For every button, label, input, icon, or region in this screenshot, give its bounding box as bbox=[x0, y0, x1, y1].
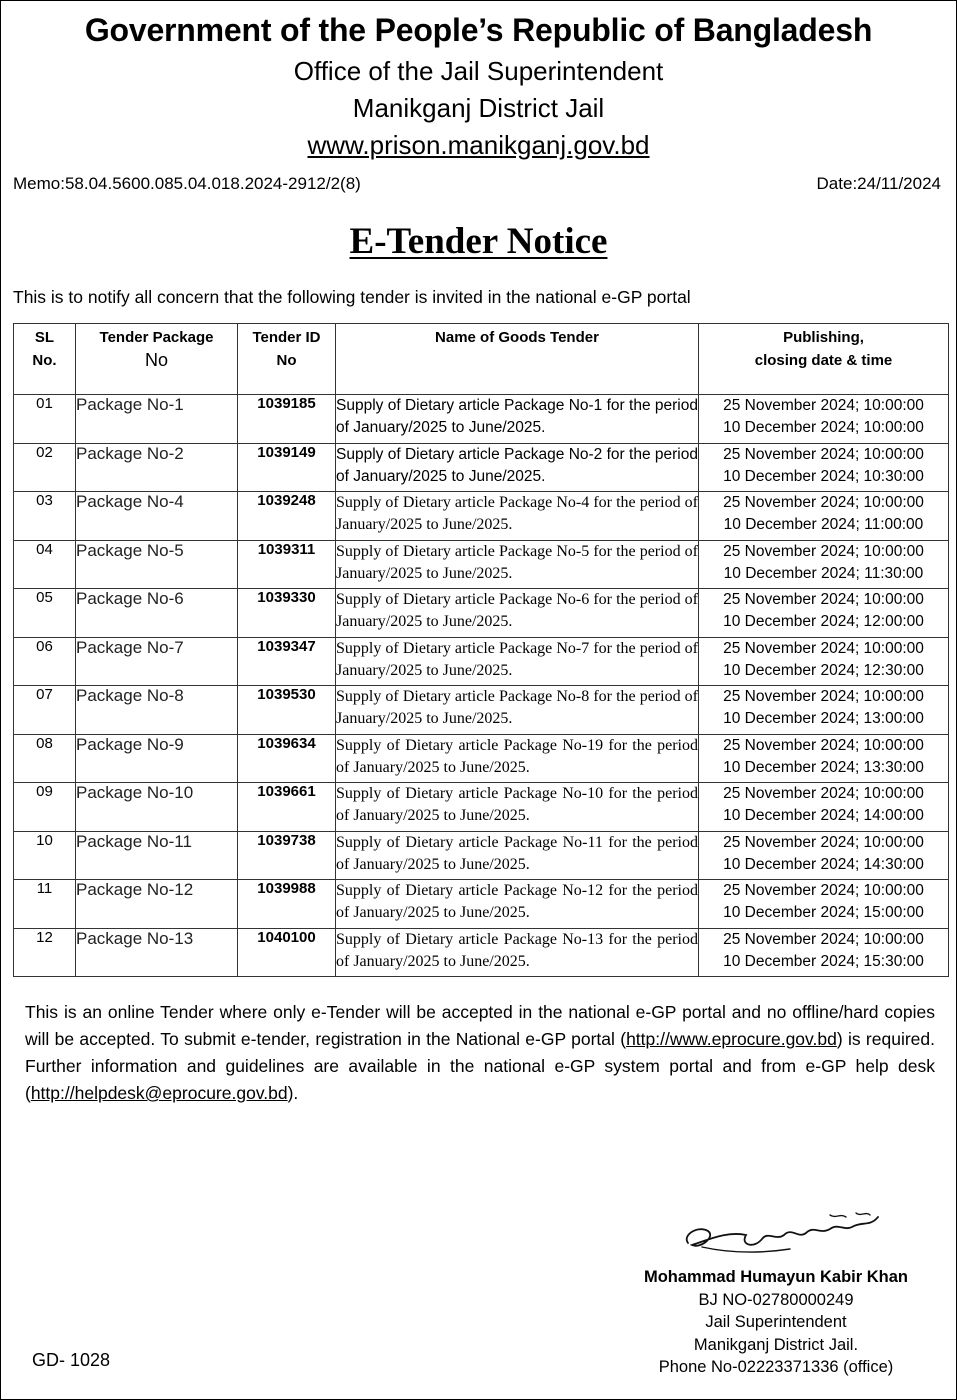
publishing-date: 25 November 2024; 10:00:00 bbox=[723, 446, 924, 463]
tender-id-cell: 1039311 bbox=[238, 541, 336, 589]
tender-id-cell: 1039330 bbox=[238, 589, 336, 638]
dates-cell bbox=[699, 589, 949, 638]
package-cell: Package No-8 bbox=[76, 686, 238, 735]
intro-text: This is to notify all concern that the following tender is invited in the national e-GP portal bbox=[13, 287, 691, 307]
header-dates: Publishing, closing date & time bbox=[699, 324, 949, 395]
goods-cell: Supply of Dietary article Package No-4 for the period of January/2025 to June/2025. bbox=[336, 492, 699, 541]
tender-id-cell: 1039149 bbox=[238, 444, 336, 492]
dates-cell bbox=[699, 880, 949, 929]
tender-table bbox=[13, 323, 949, 977]
notice-title: E-Tender Notice bbox=[349, 221, 608, 262]
publishing-date: 25 November 2024; 10:00:00 bbox=[723, 397, 924, 414]
table-row bbox=[14, 541, 949, 589]
eprocure-link[interactable]: http://www.eprocure.gov.bd bbox=[626, 1029, 837, 1049]
dates-cell bbox=[699, 395, 949, 444]
signatory-bj-number: BJ NO-02780000249 bbox=[698, 1291, 854, 1309]
gd-number: GD- 1028 bbox=[32, 1350, 111, 1370]
goods-cell: Supply of Dietary article Package No-10 for the period of January/2025 to June/2025. bbox=[336, 783, 699, 832]
tender-id-cell: 1039530 bbox=[238, 686, 336, 735]
dates-cell bbox=[699, 929, 949, 977]
package-cell: Package No-7 bbox=[76, 638, 238, 686]
dates-cell bbox=[699, 444, 949, 492]
office-heading: Office of the Jail Superintendent bbox=[293, 56, 664, 86]
tender-id-cell: 1039738 bbox=[238, 832, 336, 880]
dates-cell bbox=[699, 832, 949, 880]
closing-date: 10 December 2024; 12:30:00 bbox=[723, 662, 924, 679]
goods-cell: Supply of Dietary article Package No-13 for the period of January/2025 to June/2025. bbox=[336, 929, 699, 977]
tender-id-cell: 1039634 bbox=[238, 735, 336, 783]
publishing-date: 25 November 2024; 10:00:00 bbox=[723, 882, 924, 899]
header-sl: SL No. bbox=[14, 324, 76, 395]
dates-cell bbox=[699, 492, 949, 541]
dates-cell bbox=[699, 735, 949, 783]
handwritten-signature bbox=[680, 1205, 890, 1265]
tender-id-cell: 1039661 bbox=[238, 783, 336, 832]
dates-cell bbox=[699, 638, 949, 686]
closing-date: 10 December 2024; 15:30:00 bbox=[723, 953, 924, 970]
dates-cell bbox=[699, 541, 949, 589]
package-cell: Package No-13 bbox=[76, 929, 238, 977]
package-cell: Package No-10 bbox=[76, 783, 238, 832]
website-line bbox=[0, 130, 957, 161]
closing-date: 10 December 2024; 11:30:00 bbox=[723, 565, 924, 582]
sl-cell: 05 bbox=[14, 589, 76, 638]
package-cell: Package No-6 bbox=[76, 589, 238, 638]
package-cell: Package No-11 bbox=[76, 832, 238, 880]
closing-date: 10 December 2024; 11:00:00 bbox=[723, 516, 924, 533]
publishing-date: 25 November 2024; 10:00:00 bbox=[723, 591, 924, 608]
package-cell: Package No-5 bbox=[76, 541, 238, 589]
publishing-date: 25 November 2024; 10:00:00 bbox=[723, 737, 924, 754]
sl-cell: 08 bbox=[14, 735, 76, 783]
sl-cell: 07 bbox=[14, 686, 76, 735]
closing-date: 10 December 2024; 13:30:00 bbox=[723, 759, 924, 776]
table-row bbox=[14, 686, 949, 735]
package-cell: Package No-2 bbox=[76, 444, 238, 492]
table-row bbox=[14, 395, 949, 444]
tender-id-cell: 1039988 bbox=[238, 880, 336, 929]
table-row bbox=[14, 783, 949, 832]
publishing-date: 25 November 2024; 10:00:00 bbox=[723, 543, 924, 560]
goods-cell: Supply of Dietary article Package No-6 for the period of January/2025 to June/2025. bbox=[336, 589, 699, 638]
sl-cell: 11 bbox=[14, 880, 76, 929]
table-row bbox=[14, 735, 949, 783]
goods-cell: Supply of Dietary article Package No-12 for the period of January/2025 to June/2025. bbox=[336, 880, 699, 929]
website-link[interactable]: www.prison.manikganj.gov.bd bbox=[307, 130, 650, 160]
package-cell: Package No-9 bbox=[76, 735, 238, 783]
header-goods: Name of Goods Tender bbox=[336, 324, 699, 395]
sl-cell: 02 bbox=[14, 444, 76, 492]
table-row bbox=[14, 929, 949, 977]
sl-cell: 12 bbox=[14, 929, 76, 977]
closing-date: 10 December 2024; 10:00:00 bbox=[723, 419, 924, 436]
package-cell: Package No-12 bbox=[76, 880, 238, 929]
publishing-date: 25 November 2024; 10:00:00 bbox=[723, 834, 924, 851]
signatory-jail: Manikganj District Jail. bbox=[693, 1336, 859, 1354]
table-row bbox=[14, 638, 949, 686]
sl-cell: 04 bbox=[14, 541, 76, 589]
tender-id-cell: 1039248 bbox=[238, 492, 336, 541]
closing-date: 10 December 2024; 15:00:00 bbox=[723, 904, 924, 921]
publishing-date: 25 November 2024; 10:00:00 bbox=[723, 785, 924, 802]
table-row bbox=[14, 444, 949, 492]
table-row bbox=[14, 880, 949, 929]
tender-id-cell: 1039347 bbox=[238, 638, 336, 686]
table-row bbox=[14, 492, 949, 541]
dates-cell bbox=[699, 686, 949, 735]
publishing-date: 25 November 2024; 10:00:00 bbox=[723, 931, 924, 948]
goods-cell: Supply of Dietary article Package No-19 for the period of January/2025 to June/2025. bbox=[336, 735, 699, 783]
publishing-date: 25 November 2024; 10:00:00 bbox=[723, 640, 924, 657]
tender-id-cell: 1039185 bbox=[238, 395, 336, 444]
goods-cell: Supply of Dietary article Package No-11 for the period of January/2025 to June/2025. bbox=[336, 832, 699, 880]
government-heading: Government of the People’s Republic of Bangladesh bbox=[84, 12, 873, 48]
notice-date: Date:24/11/2024 bbox=[816, 174, 941, 193]
closing-date: 10 December 2024; 14:00:00 bbox=[723, 807, 924, 824]
signatory-phone: Phone No-02223371336 (office) bbox=[658, 1358, 894, 1376]
package-cell: Package No-1 bbox=[76, 395, 238, 444]
table-row bbox=[14, 832, 949, 880]
jail-heading: Manikganj District Jail bbox=[352, 93, 605, 123]
publishing-date: 25 November 2024; 10:00:00 bbox=[723, 688, 924, 705]
package-cell: Package No-4 bbox=[76, 492, 238, 541]
closing-date: 10 December 2024; 10:30:00 bbox=[723, 468, 924, 485]
sl-cell: 03 bbox=[14, 492, 76, 541]
table-row bbox=[14, 589, 949, 638]
closing-date: 10 December 2024; 14:30:00 bbox=[723, 856, 924, 873]
header-package: Tender Package No bbox=[76, 324, 238, 395]
footer-paragraph: This is an online Tender where only e-Tender will be accepted in the national e-GP portal and no offline/hard copies will be accepted. To submit e-tender, registration in the National e-GP portal (http://www.eprocure.gov.bd) is required. Further information and guidelines are available in the national e-GP system portal and from e-GP help desk (http://helpdesk@eprocure.gov.bd). bbox=[25, 1002, 935, 1103]
sl-cell: 10 bbox=[14, 832, 76, 880]
closing-date: 10 December 2024; 13:00:00 bbox=[723, 710, 924, 727]
dates-cell bbox=[699, 783, 949, 832]
publishing-date: 25 November 2024; 10:00:00 bbox=[723, 494, 924, 511]
goods-cell: Supply of Dietary article Package No-1 for the period of January/2025 to June/2025. bbox=[336, 395, 699, 444]
signatory-name: Mohammad Humayun Kabir Khan bbox=[643, 1268, 909, 1286]
header-tender-id: Tender ID No bbox=[238, 324, 336, 395]
sl-cell: 09 bbox=[14, 783, 76, 832]
goods-cell: Supply of Dietary article Package No-5 for the period of January/2025 to June/2025. bbox=[336, 541, 699, 589]
goods-cell: Supply of Dietary article Package No-2 for the period of January/2025 to June/2025. bbox=[336, 444, 699, 492]
sl-cell: 06 bbox=[14, 638, 76, 686]
tender-id-cell: 1040100 bbox=[238, 929, 336, 977]
closing-date: 10 December 2024; 12:00:00 bbox=[723, 613, 924, 630]
helpdesk-link[interactable]: http://helpdesk@eprocure.gov.bd bbox=[30, 1083, 288, 1103]
goods-cell: Supply of Dietary article Package No-8 for the period of January/2025 to June/2025. bbox=[336, 686, 699, 735]
signatory-role: Jail Superintendent bbox=[705, 1313, 847, 1331]
memo-number: Memo:58.04.5600.085.04.018.2024-2912/2(8) bbox=[13, 174, 361, 193]
table-header-row bbox=[14, 324, 949, 395]
goods-cell: Supply of Dietary article Package No-7 for the period of January/2025 to June/2025. bbox=[336, 638, 699, 686]
sl-cell: 01 bbox=[14, 395, 76, 444]
